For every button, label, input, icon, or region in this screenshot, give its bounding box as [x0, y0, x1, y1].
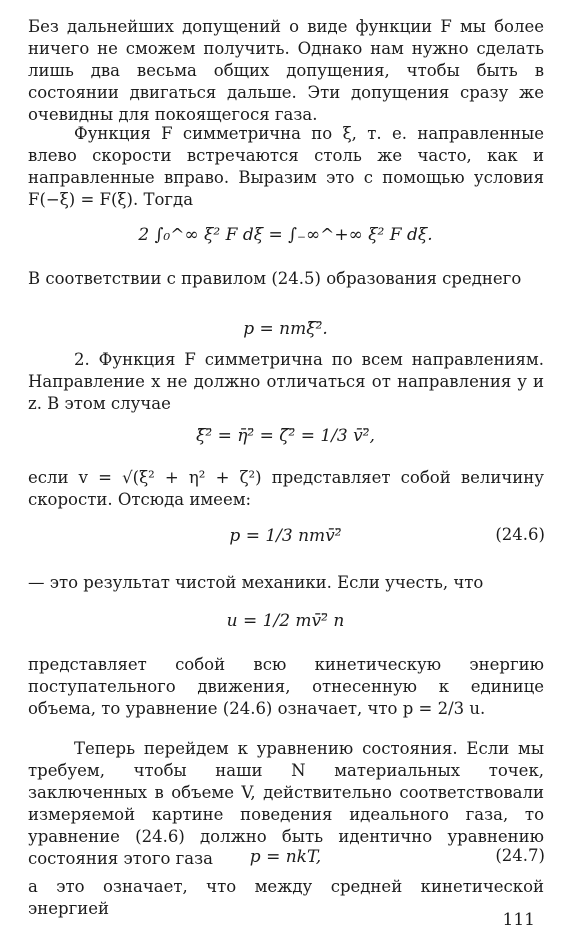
paragraph-9: а это означает, что между средней кинетической энергией — [28, 877, 544, 918]
equation-kinetic-energy: u = 1/2 mv̄²̄ n — [226, 611, 345, 631]
paragraph-5: если v = √(ξ² + η² + ζ²) представляет собой величину скорости. Отсюда имеем: — [28, 468, 544, 509]
equation-24-6: p = 1/3 nmv̄²̄ — [229, 526, 342, 546]
paragraph-1: Без дальнейших допущений о виде функции F мы более ничего не сможем получить. Однако нам нужно сделать лишь два весьма общих допущения, чтобы быть в состоянии двигаться дальше. Эти допущения сразу же очевидны для покоящегося газа. — [28, 17, 544, 124]
equation-24-7: p = nkT, — [249, 847, 322, 867]
equation-number-24-6: (24.6) — [495, 525, 545, 544]
equation-number-24-7: (24.7) — [495, 846, 545, 865]
paragraph-8: Теперь перейдем к уравнению состояния. Если мы требуем, чтобы наши N материальных точек, заключенных в объеме V, действительно соответствовали измеряемой картине поведения идеального газа, то уравнение (24.6) должно быть идентично уравнению состояния этого газа — [28, 739, 544, 868]
paragraph-2: Функция F симметрична по ξ, т. е. направленные влево скорости встречаются столь же часто, как и направленные вправо. Выразим это с помощью условия F(−ξ) = F(ξ). Тогда — [28, 124, 544, 209]
paragraph-6: — это результат чистой механики. Если учесть, что — [28, 573, 484, 592]
page-number: 111 — [502, 910, 535, 930]
equation-integral: 2 ∫₀^∞ ξ² F dξ = ∫₋∞^+∞ ξ² F dξ. — [138, 225, 433, 245]
paragraph-4: 2. Функция F симметрична по всем направлениям. Направление x не должно отличаться от направления y и z. В этом случае — [28, 350, 544, 413]
equation-symmetry: ξ̄²̄ = η̄²̄ = ζ̄²̄ = 1/3 v̄²̄, — [196, 426, 375, 446]
paragraph-7: представляет собой всю кинетическую энергию поступательного движения, отнесенную к единице объема, то уравнение (24.6) означает, что p = 2/3 u. — [28, 655, 544, 718]
equation-pressure-mean: p = nmξ̄²̄. — [243, 319, 328, 339]
paragraph-3: В соответствии с правилом (24.5) образования среднего — [28, 269, 522, 288]
